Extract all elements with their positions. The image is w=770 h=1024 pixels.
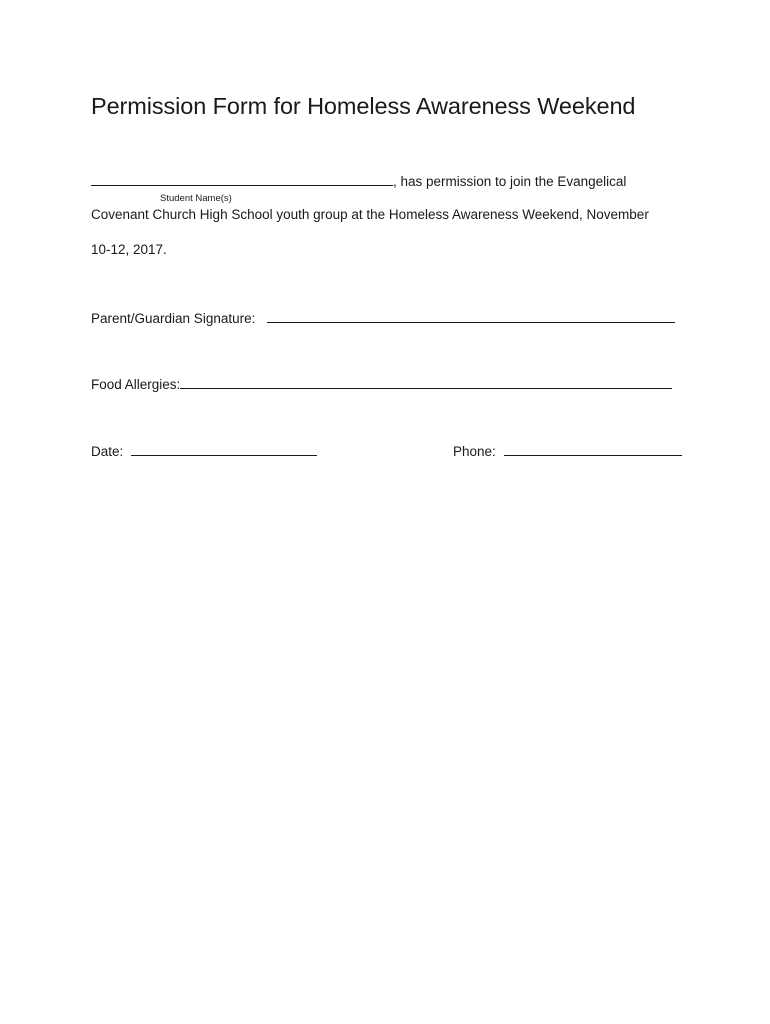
signature-field[interactable] <box>267 310 675 323</box>
allergies-row <box>91 376 672 392</box>
allergies-label: Food Allergies: <box>91 377 181 392</box>
student-name-field[interactable] <box>91 173 393 186</box>
student-name-caption: Student Name(s) <box>160 193 232 204</box>
intro-line-3: 10-12, 2017. <box>91 242 167 257</box>
phone-field[interactable] <box>504 443 682 456</box>
allergies-field[interactable] <box>180 376 672 389</box>
date-label: Date: <box>91 444 124 459</box>
signature-label: Parent/Guardian Signature: <box>91 311 256 326</box>
intro-tail-text: , has permission to join the Evangelical <box>393 174 627 189</box>
form-title: Permission Form for Homeless Awareness Weekend <box>91 93 636 119</box>
phone-row <box>453 443 682 459</box>
signature-row <box>91 310 675 326</box>
date-field[interactable] <box>131 443 317 456</box>
intro-line-2: Covenant Church High School youth group at the Homeless Awareness Weekend, November <box>91 207 649 222</box>
date-row <box>91 443 317 459</box>
intro-line-1 <box>91 173 626 189</box>
phone-label: Phone: <box>453 444 496 459</box>
